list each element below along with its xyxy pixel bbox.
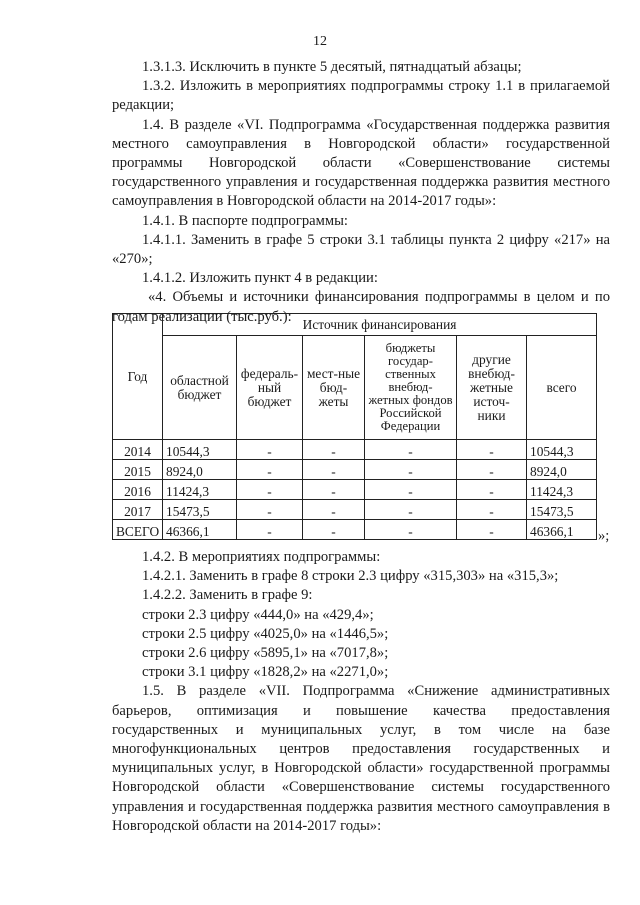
text-block-top — [112, 58, 610, 327]
cell-year: 2017 — [113, 500, 163, 520]
table-cell: - — [303, 520, 365, 540]
paragraph-1-3-1-3: 1.3.1.3. Исключить в пункте 5 десятый, пятнадцатый абзацы; — [142, 59, 522, 75]
table-cell: 8924,0 — [527, 460, 597, 480]
table-cell: 11424,3 — [163, 480, 237, 500]
table-cell: - — [237, 500, 303, 520]
replacement-row-2-3: строки 2.3 цифру «444,0» на «429,4»; — [142, 606, 374, 623]
paragraph-1-4-1-1: 1.4.1.1. Заменить в графе 5 строки 3.1 таблицы пункта 2 цифру «217» на «270»; — [112, 231, 610, 268]
table-cell: - — [457, 520, 527, 540]
table-cell: 46366,1 — [527, 520, 597, 540]
cell-year: 2016 — [113, 480, 163, 500]
table-cell: - — [303, 500, 365, 520]
header-financing-source: Источник финансирования — [163, 314, 597, 336]
table-cell: - — [237, 480, 303, 500]
table-cell: - — [365, 480, 457, 500]
paragraph-1-4-1: 1.4.1. В паспорте подпрограммы: — [142, 212, 348, 229]
paragraph-section-4-quote: «4. Объемы и источники финансирования подпрограммы в целом и по годам реализации (тыс.руб.): — [112, 289, 610, 325]
header-year: Год — [113, 314, 163, 440]
paragraph-1-4-2-1: 1.4.2.1. Заменить в графе 8 строки 2.3 цифру «315,303» на «315,3»; — [142, 568, 559, 585]
table-cell: 15473,5 — [163, 500, 237, 520]
table-row — [113, 440, 597, 460]
paragraph-1-4-2-2: 1.4.2.2. Заменить в графе 9: — [142, 587, 313, 604]
table-cell: - — [303, 460, 365, 480]
table-body — [113, 440, 597, 540]
header-other-sources: другие внебюд-жетные источ-ники — [457, 336, 527, 440]
header-federal-budget: федераль-ный бюджет — [237, 336, 303, 440]
table-cell: - — [365, 500, 457, 520]
table-cell: 46366,1 — [163, 520, 237, 540]
paragraph-1-4: 1.4. В разделе «VI. Подпрограмма «Государственная поддержка развития местного самоуправления в Новгородской области» государственной программы Новгородской области «Совершенствование системы государственного управления и государственная поддержка развития местного самоуправления в Новгородской области на 2014-2017 годы»: — [112, 116, 610, 210]
header-local-budgets: мест-ные бюд-жеты — [303, 336, 365, 440]
text-block-bottom — [112, 548, 610, 836]
table-closing-mark: »; — [598, 528, 610, 544]
replacement-row-3-1: строки 3.1 цифру «1828,2» на «2271,0»; — [142, 664, 389, 681]
table-cell: 8924,0 — [163, 460, 237, 480]
table-cell: 11424,3 — [527, 480, 597, 500]
paragraph-1-4-1-2: 1.4.1.2. Изложить пункт 4 в редакции: — [142, 270, 378, 287]
table-cell: 15473,5 — [527, 500, 597, 520]
table-row — [113, 520, 597, 540]
table-cell: - — [457, 440, 527, 460]
page-number: 12 — [313, 34, 327, 49]
paragraph-1-4-2: 1.4.2. В мероприятиях подпрограммы: — [142, 549, 381, 565]
table-cell: - — [457, 500, 527, 520]
financing-table — [112, 313, 597, 540]
table-cell: - — [457, 480, 527, 500]
cell-year: ВСЕГО — [113, 520, 163, 540]
table-cell: - — [457, 460, 527, 480]
table-cell: - — [303, 480, 365, 500]
header-total: всего — [527, 336, 597, 440]
header-extrabudgetary-funds: бюджеты государ-ственных внебюд-жетных фондов Российской Федерации — [365, 336, 457, 440]
table-cell: - — [365, 520, 457, 540]
table-row — [113, 480, 597, 500]
table-cell: - — [365, 440, 457, 460]
table-cell: 10544,3 — [163, 440, 237, 460]
replacement-row-2-5: строки 2.5 цифру «4025,0» на «1446,5»; — [142, 625, 389, 642]
table-row — [113, 460, 597, 480]
cell-year: 2014 — [113, 440, 163, 460]
table-row — [113, 500, 597, 520]
replacement-row-2-6: строки 2.6 цифру «5895,1» на «7017,8»; — [142, 645, 389, 662]
table-cell: - — [303, 440, 365, 460]
table-cell: - — [365, 460, 457, 480]
cell-year: 2015 — [113, 460, 163, 480]
table-cell: - — [237, 460, 303, 480]
paragraph-1-5: 1.5. В разделе «VII. Подпрограмма «Снижение административных барьеров, оптимизация и повышение качества предоставления государственных и муниципальных услуг, в том числе на базе многофункциональных центров предоставления государственных и муниципальных услуг, в Новгородской области» государственной программы Новгородской области «Совершенствование системы государственного управления и государственная поддержка развития местного самоуправления в Новгородской области на 2014-2017 годы»: — [112, 683, 610, 834]
paragraph-1-3-2: 1.3.2. Изложить в мероприятиях подпрограммы строку 1.1 в прилагаемой редакции; — [112, 78, 610, 114]
table-cell: - — [237, 440, 303, 460]
table-cell: 10544,3 — [527, 440, 597, 460]
header-regional-budget: областной бюджет — [163, 336, 237, 440]
table-cell: - — [237, 520, 303, 540]
